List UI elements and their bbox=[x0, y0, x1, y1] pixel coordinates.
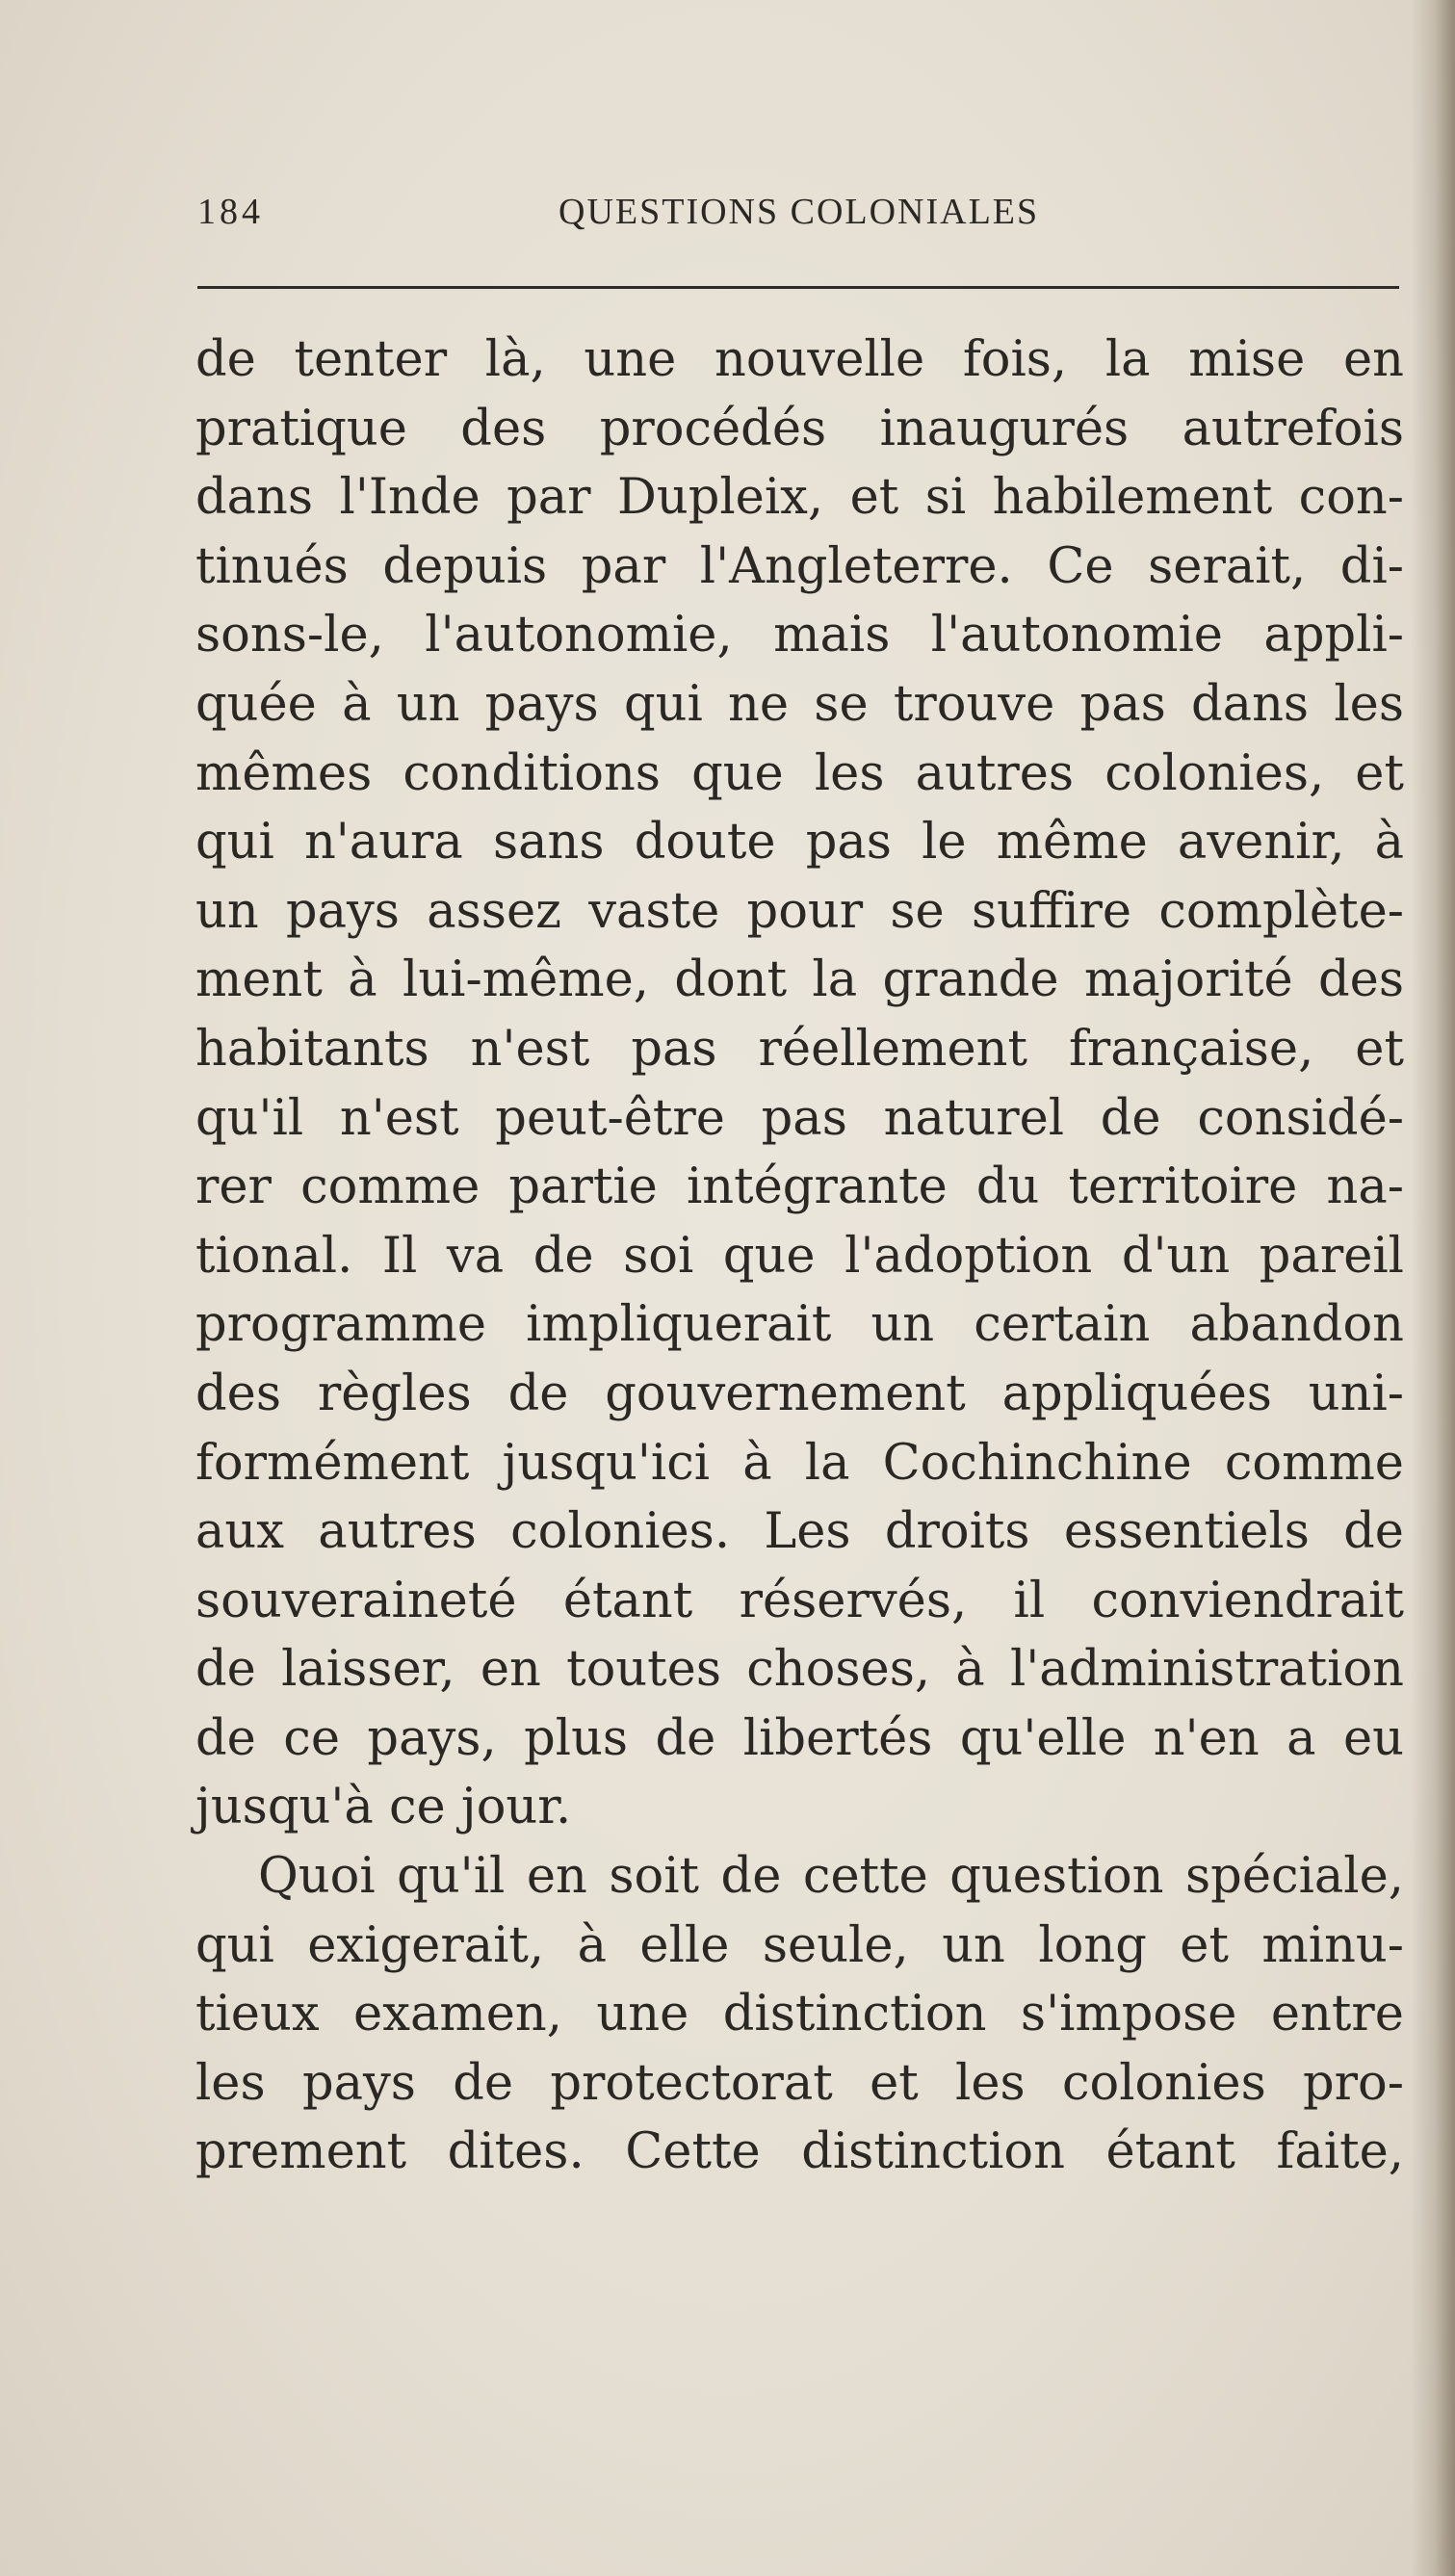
text-line: de ce pays, plus de libertés qu'elle n'en a eu bbox=[195, 1709, 1404, 1767]
running-head bbox=[197, 191, 1401, 248]
text-line: de laisser, en toutes choses, à l'administration bbox=[195, 1641, 1404, 1699]
text-line: sons-le, l'autonomie, mais l'autonomie appli- bbox=[195, 607, 1404, 664]
paragraph-start-line: Quoi qu'il en soit de cette question spéciale, bbox=[258, 1848, 1404, 1906]
text-line: tional. Il va de soi que l'adoption d'un pareil bbox=[195, 1227, 1404, 1285]
text-line: de tenter là, une nouvelle fois, la mise en bbox=[195, 331, 1404, 388]
running-title: QUESTIONS COLONIALES bbox=[559, 192, 1040, 232]
text-line: habitants n'est pas réellement française, et bbox=[195, 1020, 1404, 1078]
text-line: quée à un pays qui ne se trouve pas dans les bbox=[195, 675, 1404, 733]
text-line: les pays de protectorat et les colonies pro- bbox=[195, 2054, 1404, 2112]
text-line: formément jusqu'ici à la Cochinchine comme bbox=[195, 1434, 1404, 1492]
text-line: aux autres colonies. Les droits essentiels de bbox=[195, 1503, 1404, 1561]
text-line: pratique des procédés inaugurés autrefois bbox=[195, 400, 1404, 457]
text-line: tinués depuis par l'Angleterre. Ce serait, di- bbox=[195, 537, 1404, 595]
page-number: 184 bbox=[197, 192, 264, 232]
text-line: programme impliquerait un certain abandon bbox=[195, 1296, 1404, 1354]
text-line: qui exigerait, à elle seule, un long et minu- bbox=[195, 1916, 1404, 1974]
text-line: ment à lui-même, dont la grande majorité des bbox=[195, 951, 1404, 1009]
paragraph-end-line: jusqu'à ce jour. bbox=[195, 1779, 572, 1836]
text-line: tieux examen, une distinction s'impose entre bbox=[195, 1986, 1404, 2043]
text-line: qui n'aura sans doute pas le même avenir, à bbox=[195, 814, 1404, 872]
text-line: des règles de gouvernement appliquées uni- bbox=[195, 1365, 1404, 1422]
text-line: un pays assez vaste pour se suffire complète- bbox=[195, 882, 1404, 940]
text-line: prement dites. Cette distinction étant faite, bbox=[195, 2123, 1404, 2181]
body-text bbox=[195, 325, 1404, 2187]
text-line: dans l'Inde par Dupleix, et si habilement con- bbox=[195, 469, 1404, 527]
text-line: qu'il n'est peut-être pas naturel de considé- bbox=[195, 1089, 1404, 1147]
page-edge-shadow bbox=[1411, 0, 1455, 2576]
header-rule bbox=[197, 286, 1399, 289]
text-line: mêmes conditions que les autres colonies, et bbox=[195, 744, 1404, 802]
text-line: rer comme partie intégrante du territoire na- bbox=[195, 1158, 1404, 1216]
text-line: souveraineté étant réservés, il conviendrait bbox=[195, 1572, 1404, 1629]
